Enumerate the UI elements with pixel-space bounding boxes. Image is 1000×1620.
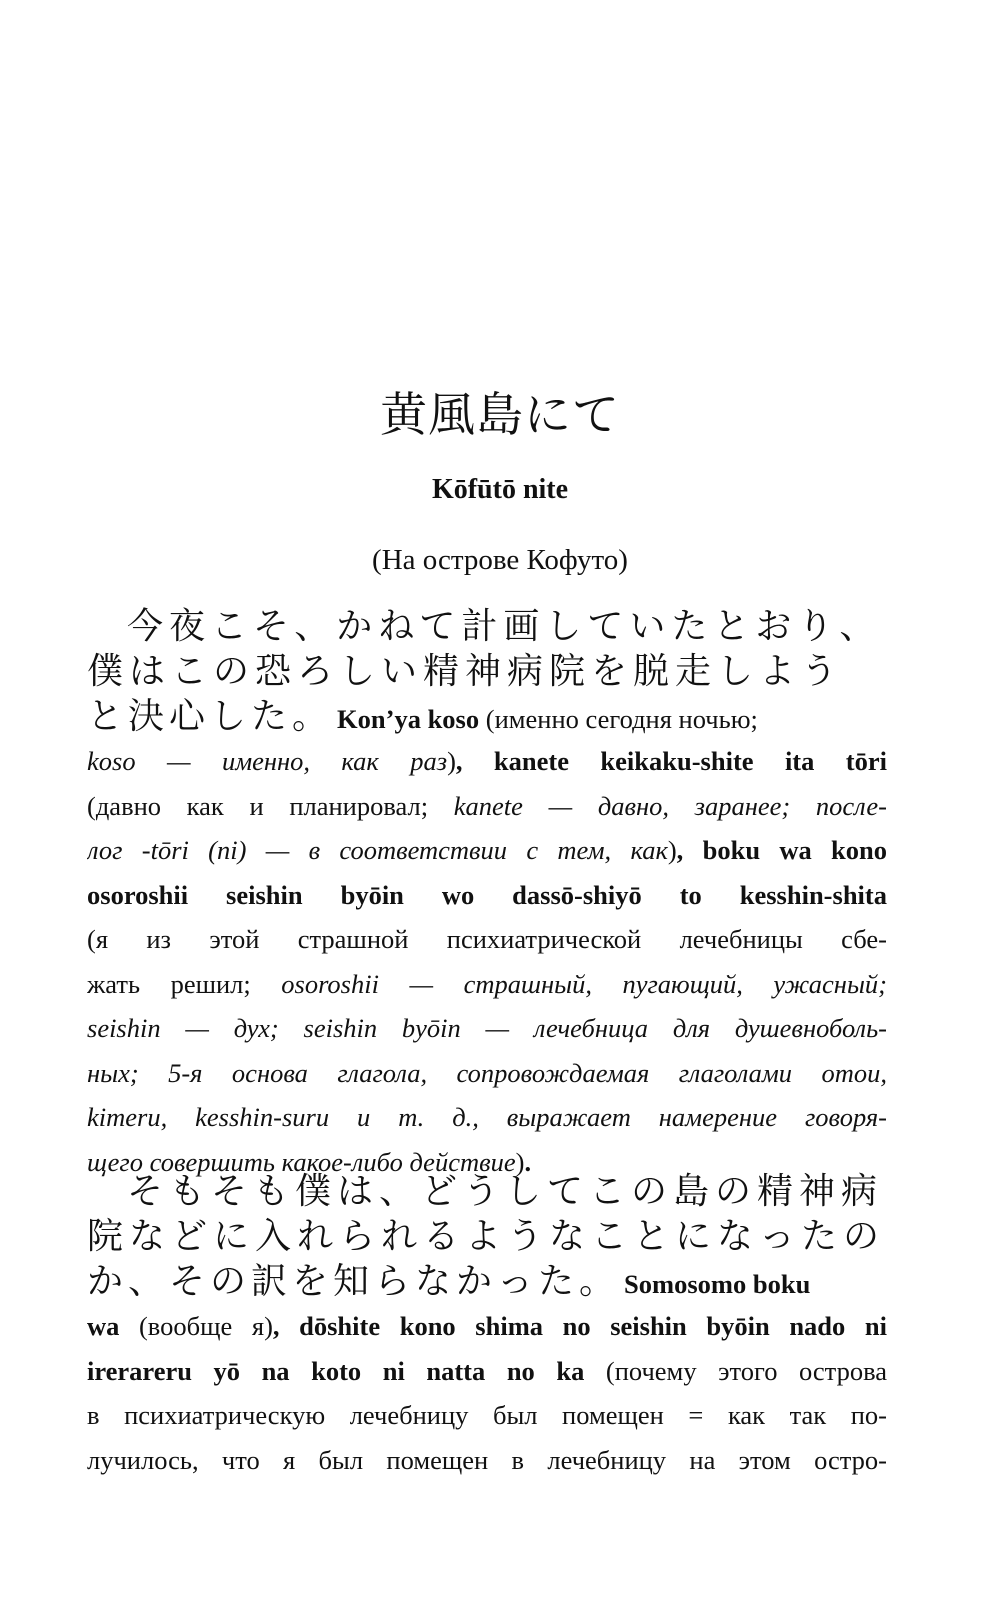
japanese-line: 僕はこの恐ろしい精神病院を脱走しよう	[87, 651, 844, 692]
note-fragment: osoroshii — страшный, пугающий, ужасный;	[281, 968, 887, 999]
translation-line	[87, 1006, 887, 1051]
note-fragment: koso — именно, как раз	[87, 746, 448, 776]
translation-fragment: )	[515, 1146, 525, 1177]
note-fragment: лог -tōri (ni) — в соответствии с тем, как	[87, 835, 668, 865]
translation-fragment: (я из этой страшной психиатрической лечебницы сбе-	[87, 924, 887, 954]
translation-line	[87, 1095, 887, 1140]
translation-line	[87, 1051, 887, 1096]
romaji-fragment: wa	[87, 1311, 120, 1341]
translation-line	[87, 739, 887, 784]
paragraph-2	[87, 1169, 887, 1482]
note-fragment: seishin — дух; seishin byōin — лечебница для душевноболь-	[87, 1013, 887, 1043]
chapter-title-japanese: 黄風島にて	[380, 388, 620, 443]
note-fragment: щего совершить какое-либо действие	[87, 1146, 516, 1177]
mixed-line	[87, 694, 887, 739]
translation-fragment: (вообще я)	[119, 1311, 273, 1341]
romaji-fragment: .	[524, 1146, 532, 1177]
paragraph-1	[87, 604, 887, 1184]
romaji-fragment: , dōshite kono shima no seishin byōin nado ni	[272, 1311, 887, 1341]
romaji-fragment: Kon’ya koso	[337, 704, 480, 734]
translation-line	[87, 1349, 887, 1394]
romaji-fragment: , kanete keikaku-shite ita tōri	[455, 746, 887, 776]
translation-line	[87, 1438, 887, 1483]
japanese-line: そもそも僕は、どうしてこの島の精神病	[127, 1171, 884, 1212]
translation-fragment: в психиатрическую лечебницу был помещен = как так по-	[87, 1400, 887, 1430]
translation-line	[87, 784, 887, 829]
note-fragment: ных; 5-я основа глагола, сопровождаемая глаголами отои,	[87, 1057, 887, 1088]
romaji-fragment: Somosomo boku	[624, 1269, 811, 1299]
translation-fragment: (почему этого острова	[584, 1355, 887, 1386]
romaji-fragment: osoroshii seishin byōin wo dassō-shiyō to kesshin-shita	[87, 879, 887, 910]
translation-fragment: (именно сегодня ночью;	[479, 704, 758, 734]
translation-fragment: )	[447, 746, 456, 776]
note-fragment: kanete — давно, заранее; после-	[453, 790, 887, 821]
translation-line	[87, 873, 887, 918]
mixed-line	[87, 1259, 887, 1304]
japanese-fragment: か、その訳を知らなかった。	[87, 1261, 621, 1302]
chapter-title-romaji: Kōfūtō nite	[431, 474, 569, 505]
romaji-fragment: , boku wa kono	[676, 835, 887, 865]
translation-line	[87, 1393, 887, 1438]
translation-line	[87, 828, 887, 873]
translation-fragment: лучилось, что я был помещен в лечебницу на этом остро-	[87, 1444, 887, 1475]
translation-fragment: )	[667, 835, 677, 865]
chapter-title-russian: (На острове Кофуто)	[372, 544, 628, 576]
translation-line	[87, 917, 887, 962]
translation-line	[87, 962, 887, 1007]
japanese-line: 院などに入れられるようなことになったの	[87, 1216, 886, 1257]
japanese-line: 今夜こそ、かねて計画していたとおり、	[127, 606, 882, 647]
note-fragment: kimeru, kesshin-suru и т. д., выражает намерение говоря-	[87, 1102, 887, 1132]
romaji-fragment: irerareru yō na koto ni natta no ka	[87, 1355, 585, 1386]
japanese-fragment: と決心した。	[87, 696, 334, 737]
translation-line	[87, 1304, 887, 1349]
translation-fragment: жать решил;	[87, 968, 282, 999]
translation-fragment: (давно как и планировал;	[87, 790, 454, 821]
